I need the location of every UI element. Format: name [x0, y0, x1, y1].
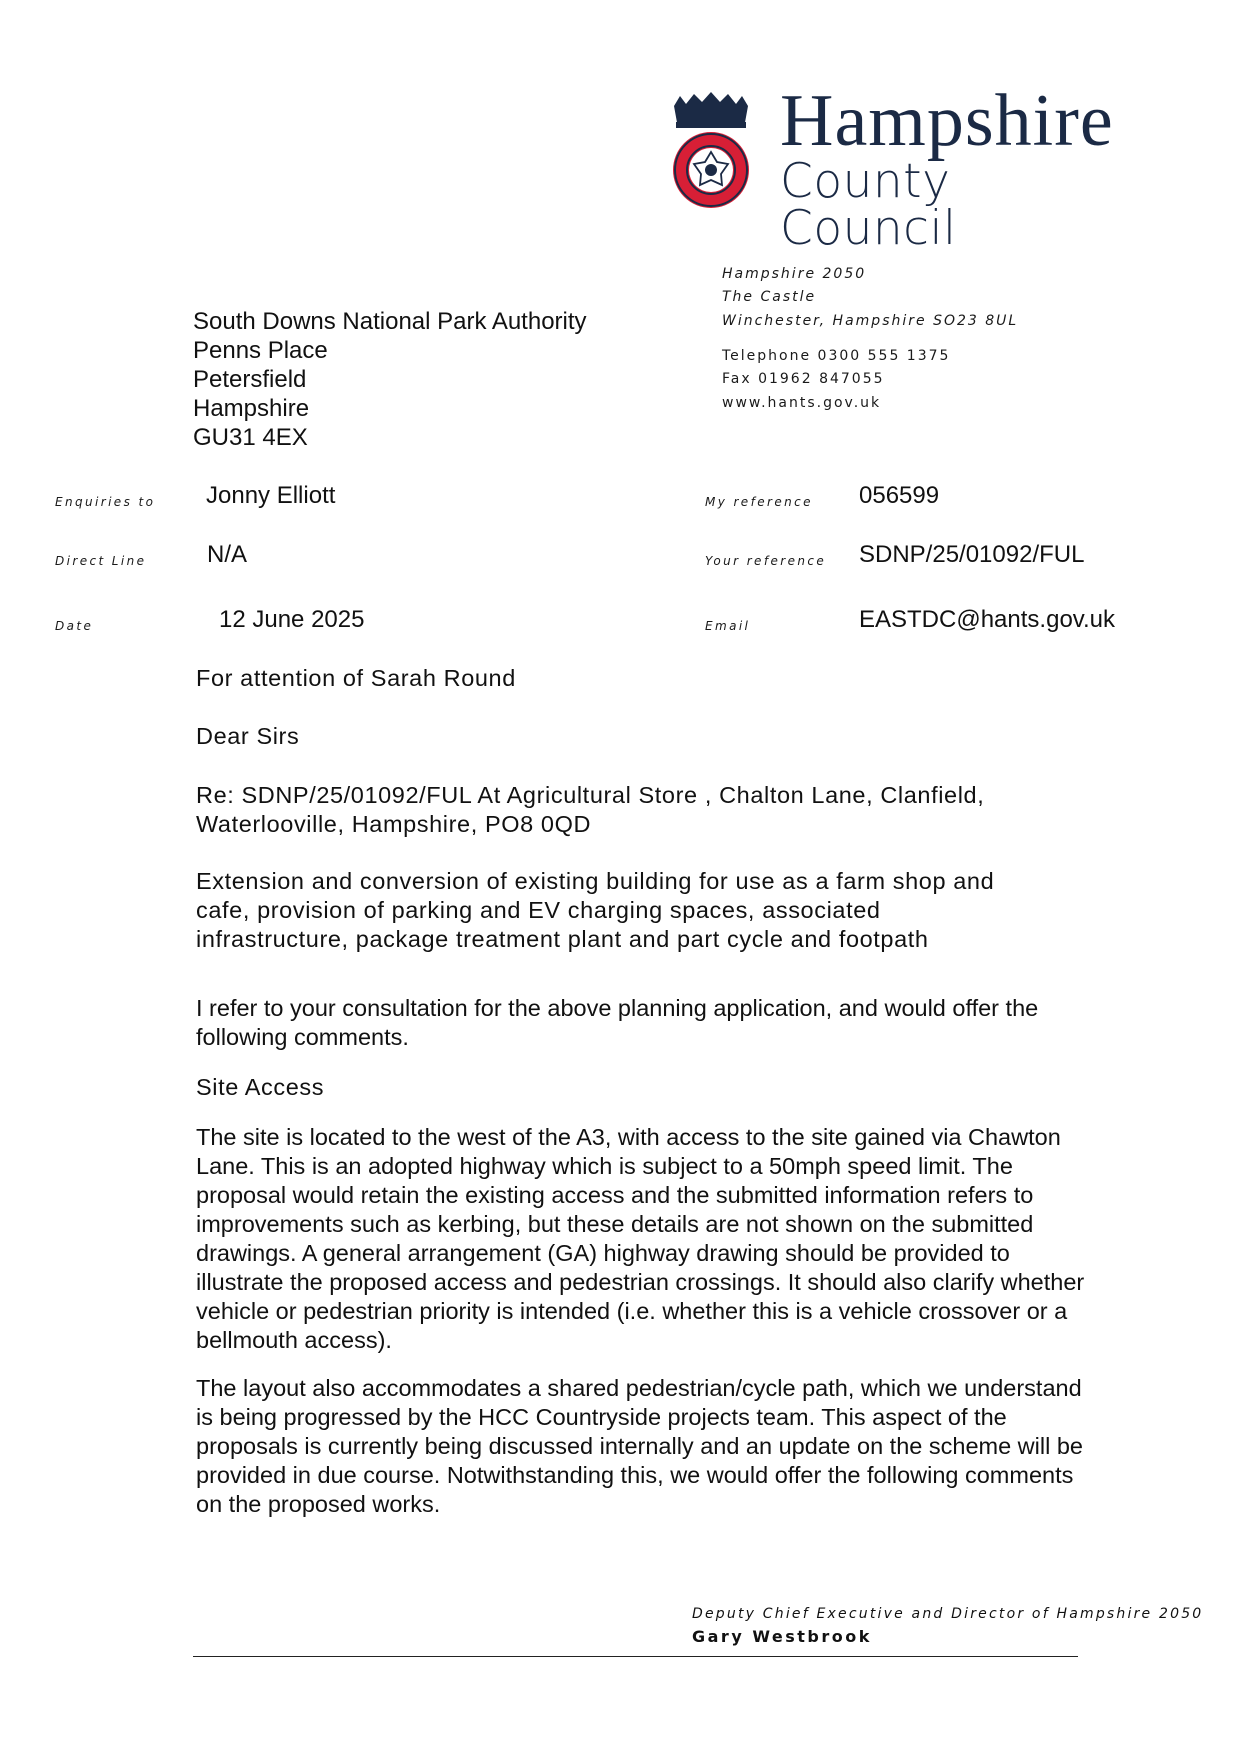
recipient-line: Petersfield [193, 366, 307, 393]
sender-fax: Fax 01962 847055 [722, 371, 885, 387]
recipient-line: GU31 4EX [193, 424, 308, 451]
attention-line: For attention of Sarah Round [196, 665, 516, 691]
sender-address-line: Winchester, Hampshire SO23 8UL [722, 313, 1019, 329]
tudor-rose-crown-icon [668, 92, 754, 210]
recipient-line: Penns Place [193, 337, 328, 364]
sender-address-line: The Castle [722, 289, 817, 305]
date-value: 12 June 2025 [219, 606, 365, 633]
my-reference-value: 056599 [859, 482, 940, 509]
intro-paragraph: I refer to your consultation for the above planning application, and would offer the following comments. [196, 995, 1039, 1050]
section-heading-site-access: Site Access [196, 1074, 325, 1100]
hampshire-county-council-logo [668, 80, 1138, 256]
sender-telephone: Telephone 0300 555 1375 [722, 348, 951, 364]
sender-address-line: Hampshire 2050 [722, 266, 867, 282]
recipient-line: South Downs National Park Authority [193, 308, 587, 335]
site-access-paragraph-2: The layout also accommodates a shared pedestrian/cycle path, which we understand is being progressed by the HCC Countryside projects team. This aspect of the proposals is currently being discussed internally and an update on the scheme will be provided in due course. Notwithstanding this, we would offer the following comments on the proposed works. [196, 1375, 1083, 1517]
recipient-line: Hampshire [193, 395, 310, 422]
footer-title: Deputy Chief Executive and Director of Hampshire 2050 [692, 1606, 1204, 1622]
date-label: Date [55, 619, 94, 633]
logo-wordmark-hampshire: Hampshire [780, 80, 1114, 162]
my-reference-label: My reference [705, 495, 813, 509]
direct-line-label: Direct Line [55, 554, 147, 568]
enquiries-value: Jonny Elliott [206, 482, 336, 509]
email-label: Email [705, 619, 751, 633]
salutation: Dear Sirs [196, 723, 300, 749]
email-value[interactable]: EASTDC@hants.gov.uk [859, 606, 1116, 633]
site-access-paragraph-1: The site is located to the west of the A3, with access to the site gained via Chawton Lane. This is an adopted highway which is subject to a 50mph speed limit. The proposal would retain the existing access and the submitted information refers to improvements such as kerbing, but these details are not shown on the submitted drawings. A general arrangement (GA) highway drawing should be provided to illustrate the proposed access and pedestrian crossings. It should also clarify whether vehicle or pedestrian priority is intended (i.e. whether this is a vehicle crossover or a bellmouth access). [196, 1124, 1085, 1353]
sender-website: www.hants.gov.uk [722, 395, 882, 411]
direct-line-value: N/A [207, 541, 248, 568]
application-description: Extension and conversion of existing building for use as a farm shop and cafe, provision of parking and EV charging spaces, associated infrastructure, package treatment plant and part cycle and footpath [196, 868, 995, 952]
enquiries-label: Enquiries to [55, 495, 156, 509]
recipient-address [193, 307, 587, 452]
your-reference-value: SDNP/25/01092/FUL [859, 541, 1085, 568]
subject-line-1: Re: SDNP/25/01092/FUL At Agricultural Store , Chalton Lane, Clanfield, [196, 782, 985, 808]
subject-line-2: Waterlooville, Hampshire, PO8 0QD [196, 811, 592, 837]
your-reference-label: Your reference [705, 554, 827, 568]
logo-wordmark-county-council: County Council [780, 154, 957, 256]
footer-director-name: Gary Westbrook [692, 1627, 872, 1646]
footer-divider [193, 1656, 1078, 1657]
